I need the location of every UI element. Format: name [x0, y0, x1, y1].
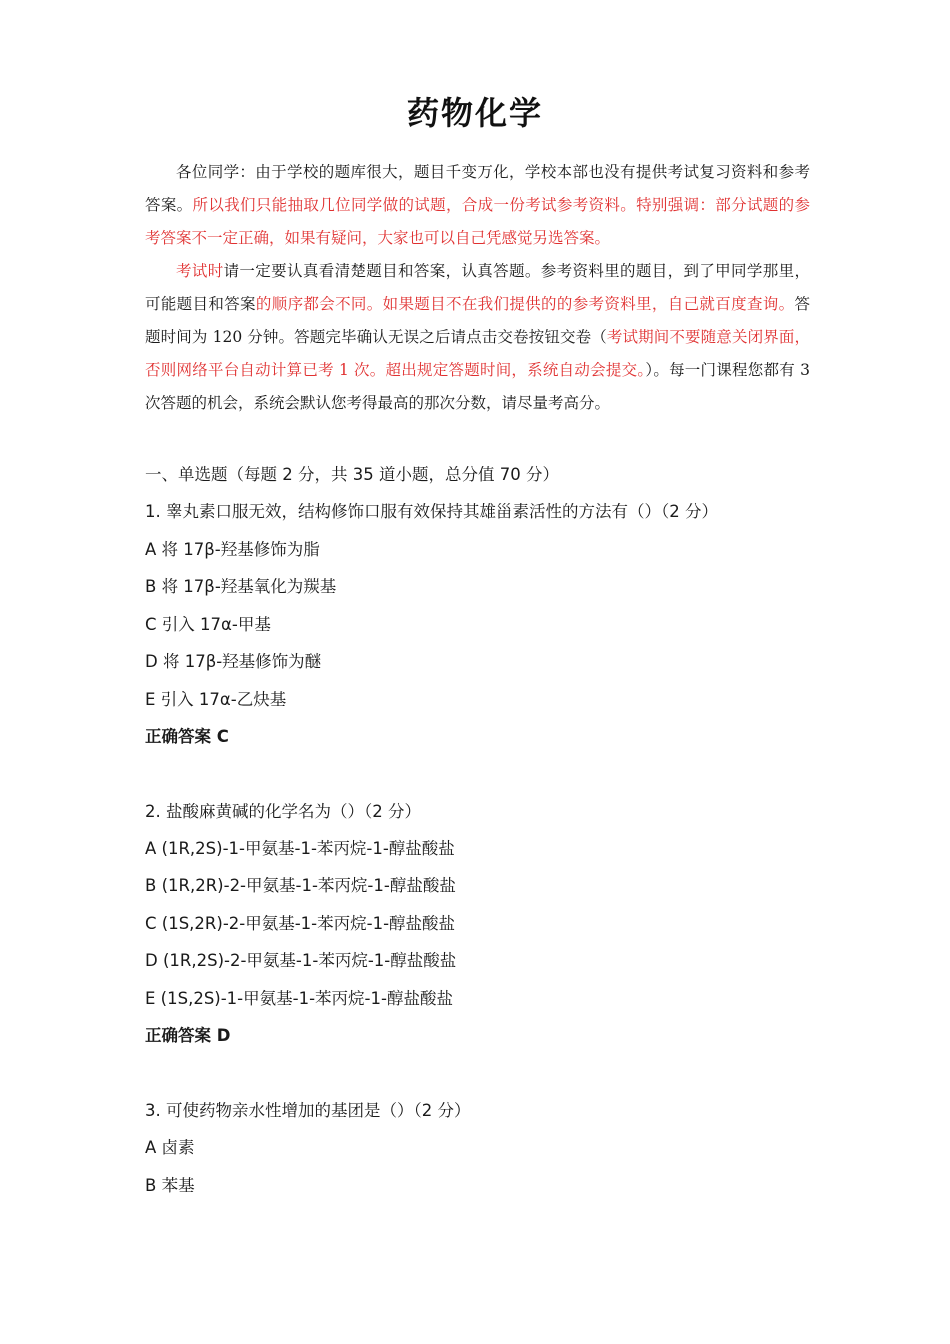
question-option: E 引入 17α-乙炔基 [145, 690, 287, 709]
question-option: B (1R,2R)-2-甲氨基-1-苯丙烷-1-醇盐酸盐 [145, 876, 456, 895]
question-option: A 卤素 [145, 1138, 195, 1157]
correct-answer: 正确答案 D [145, 1026, 231, 1045]
page-title: 药物化学 [406, 94, 543, 132]
question-option: B 将 17β-羟基氧化为羰基 [145, 577, 337, 596]
question-stem: 3. 可使药物亲水性增加的基团是（）（2 分） [145, 1101, 471, 1120]
section-heading: 一、单选题（每题 2 分，共 35 道小题，总分值 70 分） [145, 465, 559, 484]
question-option: C (1S,2R)-2-甲氨基-1-苯丙烷-1-醇盐酸盐 [145, 914, 456, 933]
intro-highlight: 考试期间不要随意关闭界面，否则网络平台自动计算已考 1 次。超出规定答题时间，系统自动会提交。 [145, 328, 810, 379]
intro-text: 请一定要认真看清楚题目和答案，认真答题。参考资料里的题目，到了甲同学那里，可能题目和答案 [145, 262, 810, 313]
question-option: E (1S,2S)-1-甲氨基-1-苯丙烷-1-醇盐酸盐 [145, 989, 453, 1008]
question-option: A 将 17β-羟基修饰为脂 [145, 540, 320, 559]
question-option: D 将 17β-羟基修饰为醚 [145, 652, 322, 671]
intro-block [145, 156, 810, 420]
question-stem: 1. 睾丸素口服无效，结构修饰口服有效保持其雄甾素活性的方法有（）（2 分） [145, 502, 718, 521]
question-option: B 苯基 [145, 1176, 195, 1195]
question-stem: 2. 盐酸麻黄碱的化学名为（）（2 分） [145, 802, 421, 821]
question-option: A (1R,2S)-1-甲氨基-1-苯丙烷-1-醇盐酸盐 [145, 839, 455, 858]
intro-text: 各位同学：由于学校的题库很大，题目千变万化，学校本部也没有提供考试复习资料和参考答案。 [145, 163, 810, 214]
intro-paragraph-1 [145, 156, 810, 255]
intro-highlight: 的顺序都会不同。如果题目不在我们提供的的参考资料里，自己就百度查询。 [255, 295, 795, 313]
intro-highlight: 考试时 [176, 262, 224, 280]
intro-highlight: 所以我们只能抽取几位同学做的试题，合成一份考试参考资料。特别强调：部分试题的参考答案不一定正确，如果有疑问，大家也可以自己凭感觉另选答案。 [145, 196, 810, 247]
question-option: D (1R,2S)-2-甲氨基-1-苯丙烷-1-醇盐酸盐 [145, 951, 457, 970]
intro-text: ）。每一门课程您都有 3 次答题的机会，系统会默认您考得最高的那次分数，请尽量考高分。 [145, 361, 811, 412]
correct-answer: 正确答案 C [145, 727, 229, 746]
intro-text: 答题时间为 120 分钟。答题完毕确认无误之后请点击交卷按钮交卷（ [145, 295, 810, 346]
question-option: C 引入 17α-甲基 [145, 615, 271, 634]
intro-paragraph-2 [145, 255, 810, 420]
